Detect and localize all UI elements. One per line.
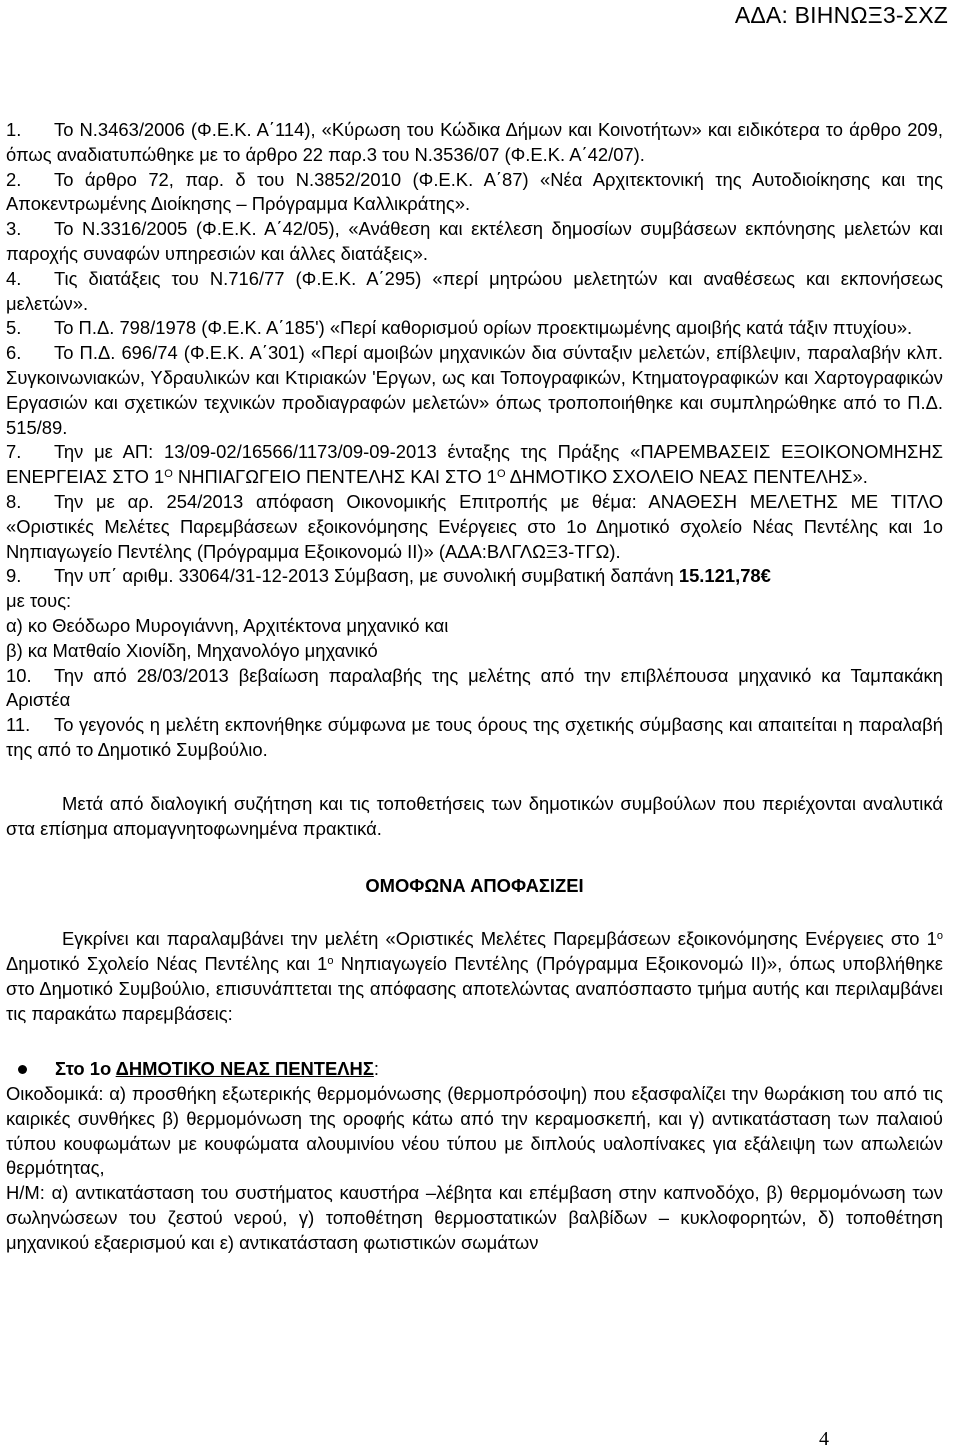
document-body: [6, 118, 943, 1256]
item-number: 3.: [6, 218, 22, 240]
electromechanical-paragraph: Η/Μ: α) αντικατάσταση του συστήματος καυστήρα –λέβητα και επέμβαση στην καπνοδόχο, β) θερμομόνωση των σωληνώσεων του ζεστού νερού, γ) τοποθέτηση θερμοστατικών βαλβίδων – κυκλοφορητών, δ) τοποθέτηση μηχανικού εξαερισμού και ε) αντικατάσταση φωτιστικών σωμάτων: [6, 1182, 943, 1253]
item-text: Το Π.Δ. 696/74 (Φ.Ε.Κ. Α΄301) «Περί αμοιβών μηχανικών δια σύνταξιν μελετών, επίβλεψιν, παραλαβήν κλπ. Συγκοινωνιακών, Υδραυλικών και Κτιριακών 'Εργων, ως και Τοπογραφικών, Κτηματογραφικών και Χαρτογραφικών Εργασιών και σχετικών τεχνικών προδιαγραφών μελετών» όπως τροποποιήθηκε και συμπληρώθηκε από το Π.Δ. 515/89.: [6, 342, 943, 438]
bullet-icon: [18, 1065, 27, 1074]
item-number: 11.: [6, 714, 31, 736]
bullet-suffix: :: [373, 1058, 379, 1080]
item-text: Το Ν.3316/2005 (Φ.Ε.Κ. Α΄42/05), «Ανάθεση και εκτέλεση δημοσίων συμβάσεων εκπόνησης μελετών και παροχής συναφών υπηρεσιών και άλλες διατάξεις».: [6, 218, 943, 264]
contract-amount: 15.121,78€: [678, 565, 771, 587]
list-item: [6, 168, 943, 218]
item-number: 9.: [6, 565, 22, 587]
list-item: [6, 267, 943, 317]
item-text: ΝΗΠΙΑΓΩΓΕΙΟ ΠΕΝΤΕΛΗΣ ΚΑΙ ΣΤΟ 1: [172, 466, 497, 488]
list-item: [6, 118, 943, 168]
item-text: Το Π.Δ. 798/1978 (Φ.Ε.Κ. Α΄185') «Περί καθορισμού ορίων προεκτιμωμένης αμοιβής κατά τάξιν πτυχίου».: [54, 317, 913, 339]
approval-paragraph: [6, 927, 943, 1026]
page-number: 4: [819, 1428, 829, 1450]
bullet-item: [6, 1057, 943, 1082]
list-item: [6, 316, 943, 341]
superscript: Ο: [496, 468, 506, 481]
superscript: ο: [936, 930, 943, 943]
list-item: [6, 564, 943, 589]
item-number: 4.: [6, 267, 22, 289]
list-item-line: β) κα Ματθαίο Χιονίδη, Μηχανολόγο μηχανικό: [6, 639, 378, 661]
ada-code: ΑΔΑ: ΒΙΗΝΩΞ3-ΣΧΖ: [734, 2, 948, 28]
list-item: [6, 713, 943, 763]
item-text: Την με ΑΠ: 13/09-02/16566/1173/09-09-2013 ένταξης της Πράξης «ΠΑΡΕΜΒΑΣΕΙΣ ΕΞΟΙΚΟΝΟΜΗΣΗΣ ΕΝΕΡΓΕΙΑΣ ΣΤΟ 1: [6, 441, 943, 488]
school-name: ΔΗΜΟΤΙΚΟ ΝΕΑΣ ΠΕΝΤΕΛΗΣ: [115, 1058, 374, 1080]
approval-text: Νηπιαγωγείο Πεντέλης (Πρόγραμμα Εξοικονομώ ΙΙ)», όπως υποβλήθηκε στο Δημοτικό Συμβούλιο, επισυνάπτεται της απόφασης αποτελώντας αναπόσπαστο τμήμα αυτής και περιλαμβάνει τις παρακάτω παρεμβάσεις:: [6, 952, 943, 1024]
discussion-paragraph: Μετά από διαλογική συζήτηση και τις τοποθετήσεις των δημοτικών συμβούλων που περιέχονται αναλυτικά στα επίσημα απομαγνητοφωνημένα πρακτικά.: [6, 792, 943, 839]
item-text: Το Ν.3463/2006 (Φ.Ε.Κ. Α΄114), «Κύρωση του Κώδικα Δήμων και Κοινοτήτων» και ειδικότερα το άρθρο 209, όπως αναδιατυπώθηκε με το άρθρο 22 παρ.3 του Ν.3536/07 (Φ.Ε.Κ. Α΄42/07).: [6, 119, 943, 165]
item-number: 5.: [6, 317, 22, 339]
item-text: Την με αρ. 254/2013 απόφαση Οικονομικής Επιτροπής με θέμα: ΑΝΑΘΕΣΗ ΜΕΛΕΤΗΣ ΜΕ ΤΙΤΛΟ «Οριστικές Μελέτες Παρεμβάσεων εξοικονόμησης Ενέργειες στο 1ο Δημοτικό σχολείο Νέας Πεντέλης και 1ο Νηπιαγωγείο Πεντέλης (Πρόγραμμα Εξοικονομώ ΙΙ)» (ΑΔΑ:ΒΛΓΛΩΞ3-ΤΓΩ).: [6, 490, 943, 562]
list-item: [6, 664, 943, 714]
superscript: ο: [327, 954, 334, 967]
list-item: [6, 217, 943, 267]
item-number: 1.: [6, 119, 22, 140]
item-number: 8.: [6, 490, 22, 512]
item-number: 7.: [6, 441, 22, 463]
item-text: Την υπ΄ αριθμ. 33064/31-12-2013 Σύμβαση, με συνολική συμβατική δαπάνη: [54, 565, 679, 587]
item-text: Το άρθρο 72, παρ. δ του Ν.3852/2010 (Φ.Ε.Κ. Α΄87) «Νέα Αρχιτεκτονική της Αυτοδιοίκησης και της Αποκεντρωμένης Διοίκησης – Πρόγραμμα Καλλικράτης».: [6, 168, 943, 215]
list-item: [6, 490, 943, 564]
item-text: Τις διατάξεις του Ν.716/77 (Φ.Ε.Κ. Α΄295) «περί μητρώου μελετητών και αναθέσεως και εκπονήσεως μελετών».: [6, 267, 943, 314]
approval-text: Δημοτικό Σχολείο Νέας Πεντέλης και 1: [6, 952, 328, 974]
approval-text: Εγκρίνει και παραλαμβάνει την μελέτη «Οριστικές Μελέτες Παρεμβάσεων εξοικονόμησης Ενέργειες στο 1: [62, 928, 937, 950]
list-item-line: με τους:: [6, 590, 72, 612]
bullet-prefix: Στο 1ο: [55, 1058, 116, 1080]
list-item: [6, 440, 943, 490]
item-text: ΔΗΜΟΤΙΚΟ ΣΧΟΛΕΙΟ ΝΕΑΣ ΠΕΝΤΕΛΗΣ».: [505, 466, 868, 488]
item-number: 6.: [6, 342, 22, 364]
item-text: Το γεγονός η μελέτη εκπονήθηκε σύμφωνα με τους όρους της σχετικής σύμβασης και απαιτείται η παραλαβή της από το Δημοτικό Συμβούλιο.: [6, 714, 943, 760]
construction-paragraph: Οικοδομικά: α) προσθήκη εξωτερικής θερμομόνωσης (θερμοπρόσοψη) που εξασφαλίζει την θωράκιση του από τις καιρικές συνθήκες β) θερμομόνωση της οροφής κάτω από την κεραμοσκεπή, και γ) αντικατάσταση των παλαιού τύπου κουφωμάτων με κουφώματα αλουμινίου νέου τύπου με διπλούς υαλοπίνακες για εξάλειψη των απωλειών θερμότητας,: [6, 1083, 943, 1179]
superscript: Ο: [164, 468, 173, 481]
list-item: [6, 341, 943, 440]
item-text: Την από 28/03/2013 βεβαίωση παραλαβής της μελέτης από την επιβλέπουσα μηχανικό κα Ταμπακάκη Αριστέα: [6, 664, 943, 711]
item-number: 10.: [6, 664, 32, 686]
list-item-line: α) κο Θεόδωρο Μυρογιάννη, Αρχιτέκτονα μηχανικό και: [6, 614, 449, 636]
item-number: 2.: [6, 168, 22, 190]
decision-title: ΟΜΟΦΩΝΑ ΑΠΟΦΑΣΙΖΕΙ: [365, 875, 584, 897]
